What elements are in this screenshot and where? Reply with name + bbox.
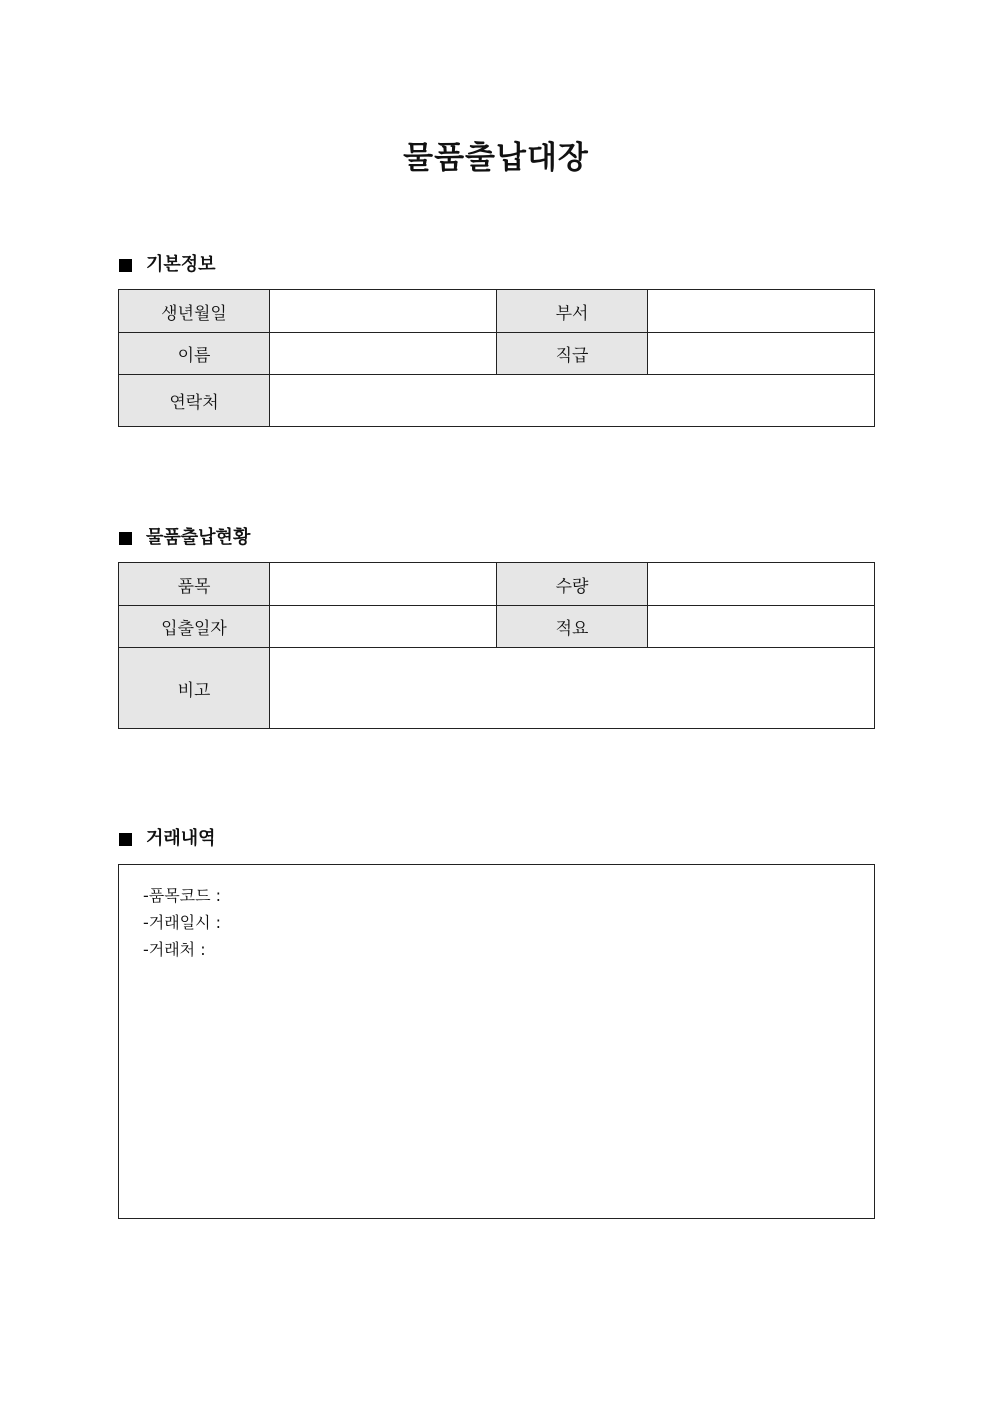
document-title: 물품출납대장 [403,140,589,176]
contact-field[interactable] [270,375,875,427]
section-heading-label: 거래내역 [146,828,216,849]
summary-label: 적요 [497,606,648,648]
date-field[interactable] [270,606,497,648]
section-heading-status [119,524,250,552]
summary-field[interactable] [648,606,875,648]
table-row [119,290,875,333]
section-heading-transactions [119,825,216,853]
birth-date-label: 생년월일 [119,290,270,333]
table-row [119,606,875,648]
section-heading-label: 기본정보 [146,254,216,275]
section-heading-basic-info [119,251,216,279]
remarks-label: 비고 [119,648,270,729]
status-table [118,562,875,729]
section-heading-label: 물품출납현황 [146,527,251,548]
position-field[interactable] [648,333,875,375]
position-label: 직급 [497,333,648,375]
black-square-icon [119,532,132,545]
list-item: -품목코드 : [143,886,222,905]
remarks-field[interactable] [270,648,875,729]
item-label: 품목 [119,563,270,606]
list-item: -거래처 : [143,940,206,959]
list-item: -거래일시 : [143,913,222,932]
item-field[interactable] [270,563,497,606]
table-row [119,563,875,606]
transaction-details-list [143,882,221,963]
black-square-icon [119,259,132,272]
transactions-box[interactable] [118,864,875,1219]
table-row [119,375,875,427]
black-square-icon [119,833,132,846]
name-field[interactable] [270,333,497,375]
name-label: 이름 [119,333,270,375]
table-row [119,648,875,729]
basic-info-table [118,289,875,427]
quantity-field[interactable] [648,563,875,606]
birth-date-field[interactable] [270,290,497,333]
table-row [119,333,875,375]
date-label: 입출일자 [119,606,270,648]
department-field[interactable] [648,290,875,333]
contact-label: 연락처 [119,375,270,427]
quantity-label: 수량 [497,563,648,606]
department-label: 부서 [497,290,648,333]
